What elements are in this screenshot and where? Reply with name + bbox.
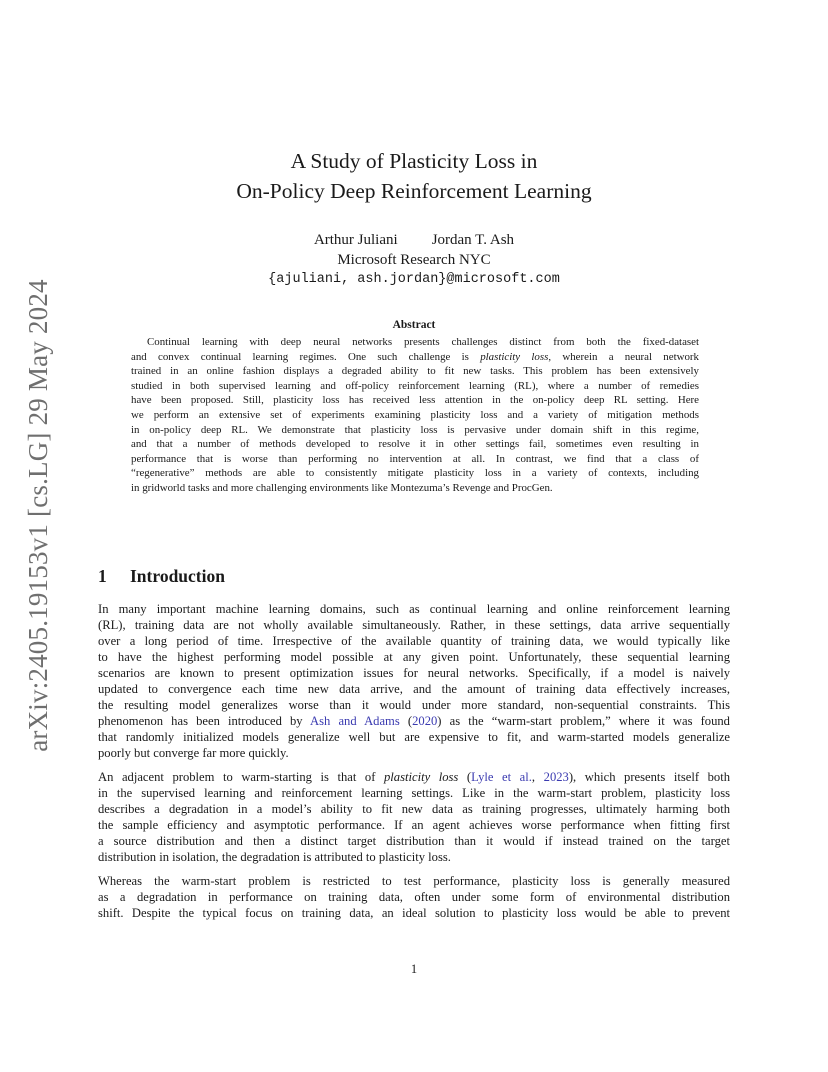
author-name: Jordan T. Ash — [431, 232, 515, 248]
author-email: {ajuliani, ash.jordan}@microsoft.com — [268, 272, 560, 287]
paragraph-line: shift. Despite the typical focus on training data, an ideal solution to plasticity loss would be able to prevent — [98, 906, 730, 921]
text-run: ( — [399, 714, 413, 729]
abstract-body — [131, 335, 699, 496]
author-names — [0, 230, 828, 250]
emphasized-term: plasticity loss — [384, 770, 459, 784]
paragraph-line: as a degradation in performance on training data, often under some form of environmental distribution — [98, 890, 730, 905]
arxiv-identifier-stamp — [14, 275, 62, 755]
arxiv-identifier-text: arXiv:2405.19153v1 [cs.LG] 29 May 2024 — [22, 278, 53, 752]
paper-title — [0, 146, 828, 206]
text-run: , — [531, 770, 544, 784]
abstract-line: performance that is worse than performing no intervention at all. In contrast, we find that a class of — [131, 452, 699, 465]
citation-year-link[interactable]: 2023 — [543, 770, 569, 784]
author-block — [0, 230, 828, 290]
abstract-line: have been proposed. Still, plasticity loss has received less attention in the on-policy deep RL setting. Here — [131, 394, 699, 407]
paragraph-line: that randomly initialized models generalize well but are expensive to fit, and warm-started models generalize — [98, 730, 730, 745]
paragraph-line: the resulting model generalizes worse than it would under more standard, non-sequential constraints. This — [98, 698, 730, 713]
abstract-line: in gridworld tasks and more challenging environments like Montezuma’s Revenge and ProcGen. — [131, 481, 553, 494]
paper-title-line-1: A Study of Plasticity Loss in — [290, 149, 538, 173]
text-run: phenomenon has been introduced by — [98, 714, 311, 729]
paper-title-line-2: On-Policy Deep Reinforcement Learning — [236, 179, 592, 203]
paragraph-1 — [98, 601, 730, 761]
section-heading-introduction — [98, 566, 225, 587]
paragraph-line — [98, 713, 730, 729]
section-number: 1 — [98, 566, 107, 586]
author-affiliation: Microsoft Research NYC — [337, 252, 491, 268]
text-run: ), which presents itself both — [568, 770, 731, 784]
paragraph-line: to have the highest performing model possible at any given point. Unfortunately, these sequential learning — [98, 650, 730, 665]
author-name: Arthur Juliani — [313, 232, 398, 248]
abstract-line: “regenerative” methods are able to consistently mitigate plasticity loss in a variety of contexts, including — [131, 467, 699, 480]
paragraph-line: (RL), training data are not wholly available simultaneously. Rather, in these settings, data arrive sequentially — [98, 618, 730, 633]
paragraph-line: Whereas the warm-start problem is restricted to test performance, plasticity loss is generally measured — [98, 874, 730, 888]
abstract-line: studied in both supervised learning and off-policy reinforcement learning (RL), where a number of remedies — [131, 379, 699, 392]
text-run: An adjacent problem to warm-starting is that of — [98, 770, 384, 784]
citation-link[interactable]: Ash and Adams — [310, 714, 400, 729]
paragraph-3 — [98, 873, 730, 921]
abstract-line: we perform an extensive set of experiments examining plasticity loss and a variety of mitigation methods — [131, 408, 699, 421]
abstract-line: trained in an online fashion displays a degraded ability to fit new tasks. This problem has been extensively — [131, 365, 699, 378]
paragraph-line: In many important machine learning domains, such as continual learning and online reinforcement learning — [98, 602, 730, 616]
abstract-line: Continual learning with deep neural networks presents challenges distinct from both the fixed-dataset — [147, 336, 699, 348]
paragraph-line: describes a degradation in a model’s ability to fit new data as training progresses, ultimately harming both — [98, 802, 730, 817]
section-title: Introduction — [130, 566, 225, 586]
paragraph-line: scenarios are known to present optimization issues for neural networks. Specifically, if a model is naively — [98, 666, 730, 681]
paragraph-line: distribution in isolation, the degradation is attributed to plasticity loss. — [98, 850, 451, 865]
abstract-line: and that a number of methods developed to resolve it in other settings fail, sometimes even resulting in — [131, 438, 699, 451]
citation-link[interactable]: Lyle et al. — [471, 770, 532, 784]
paragraph-2 — [98, 769, 730, 865]
page-number: 1 — [410, 962, 418, 976]
text-run: ) as the “warm-start problem,” where it was found — [437, 714, 730, 729]
paragraph-line: over a long period of time. Irrespective of the available quantity of training data, we would typically like — [98, 634, 730, 649]
text-run: ( — [458, 770, 472, 784]
paragraph-line: in the supervised learning and reinforcement learning settings. Like in the warm-start problem, plasticity loss — [98, 786, 730, 801]
emphasized-term: plasticity loss — [480, 350, 549, 363]
paragraph-line: poorly but converge far more quickly. — [98, 746, 289, 761]
abstract-line: and convex continual learning regimes. One such challenge is plasticity loss, wherein a neural network — [131, 350, 699, 363]
paragraph-line: a source distribution and then a distinct target distribution than it would if instead trained on the target — [98, 834, 730, 849]
citation-year-link[interactable]: 2020 — [412, 714, 438, 729]
paragraph-line: updated to convergence each time new data arrive, and the amount of training data effectively increases, — [98, 682, 730, 697]
abstract-line: in on-policy deep RL. We demonstrate that plasticity loss is pervasive under domain shift in this regime, — [131, 423, 699, 436]
paragraph-line: the sample efficiency and asymptotic performance. If an agent achieves worse performance when fitting first — [98, 818, 730, 833]
paragraph-line — [98, 769, 730, 785]
abstract-heading: Abstract — [392, 319, 436, 331]
